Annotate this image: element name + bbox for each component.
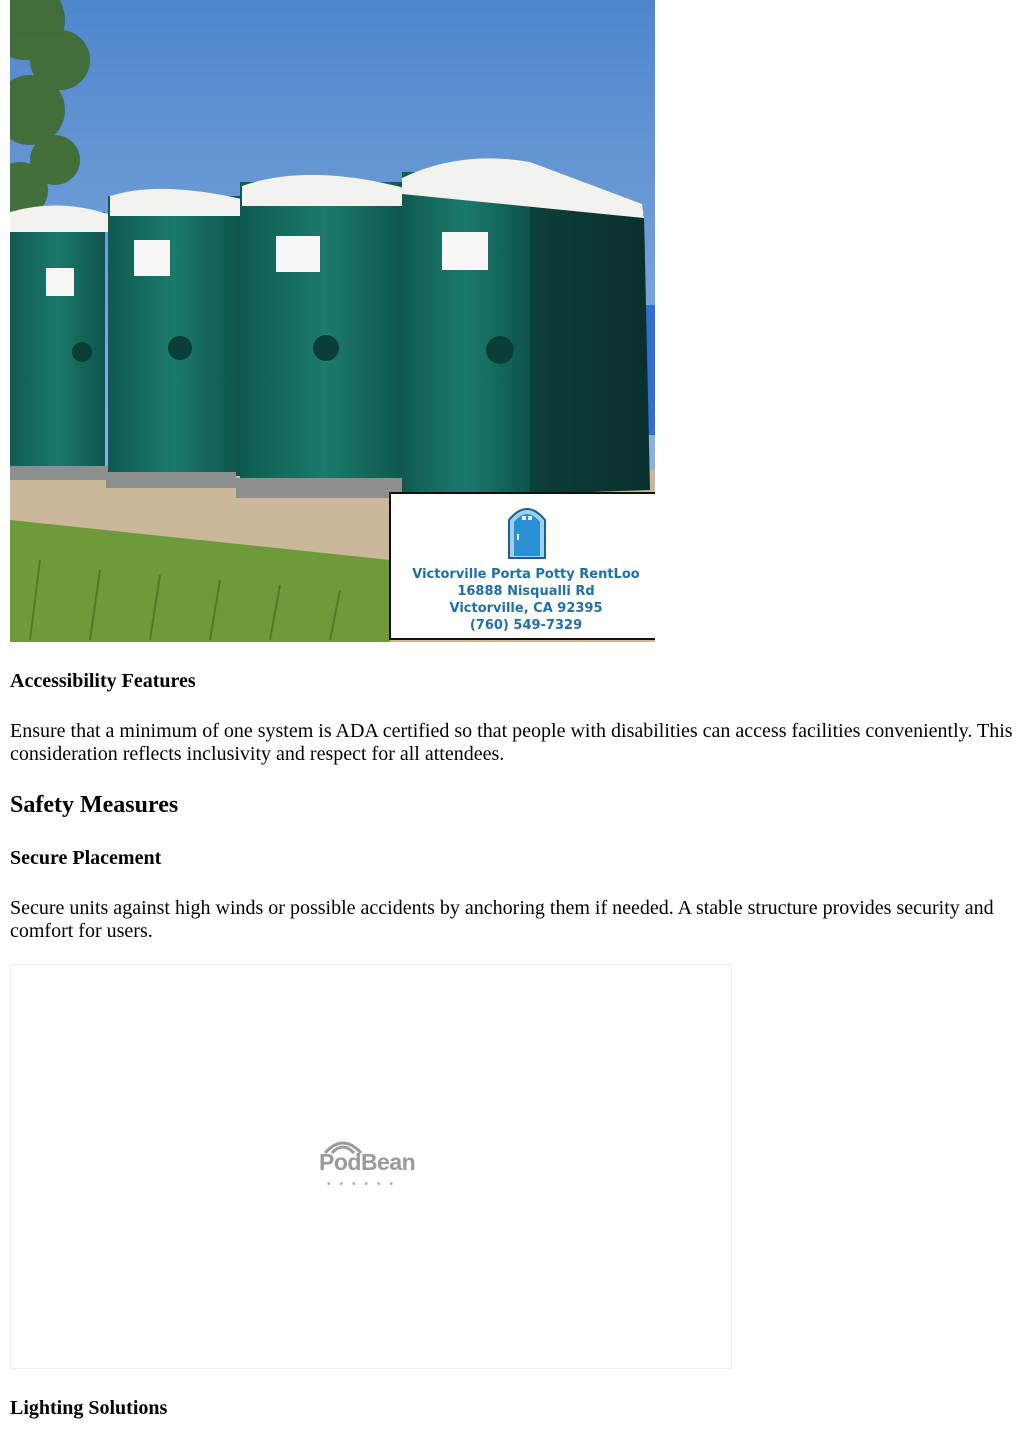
door-icon (507, 502, 547, 560)
business-street: 16888 Nisqualli Rd (457, 584, 595, 599)
podbean-logo (319, 1139, 429, 1189)
heading-safety-measures: Safety Measures (10, 792, 179, 818)
heading-lighting-solutions: Lighting Solutions (10, 1397, 168, 1419)
podbean-logo-text: PodBean (319, 1149, 416, 1175)
hero-photo (10, 0, 655, 642)
paragraph-secure-placement: Secure units against high winds or possible accidents by anchoring them if needed. A stable structure provides security and comfort for users. (10, 897, 994, 942)
loading-dots: •••••• (327, 1179, 403, 1190)
podbean-player-embed[interactable] (10, 964, 732, 1369)
heading-secure-placement: Secure Placement (10, 847, 162, 869)
business-city: Victorville, CA 92395 (449, 601, 603, 616)
heading-accessibility-features: Accessibility Features (10, 670, 196, 692)
business-name: Victorville Porta Potty RentLoo (412, 567, 640, 582)
business-phone: (760) 549-7329 (469, 618, 583, 633)
paragraph-accessibility: Ensure that a minimum of one system is ADA certified so that people with disabilities can access facilities conveniently. This consideration reflects inclusivity and respect for all attendees. (10, 720, 1013, 765)
business-logo-card (389, 492, 655, 640)
